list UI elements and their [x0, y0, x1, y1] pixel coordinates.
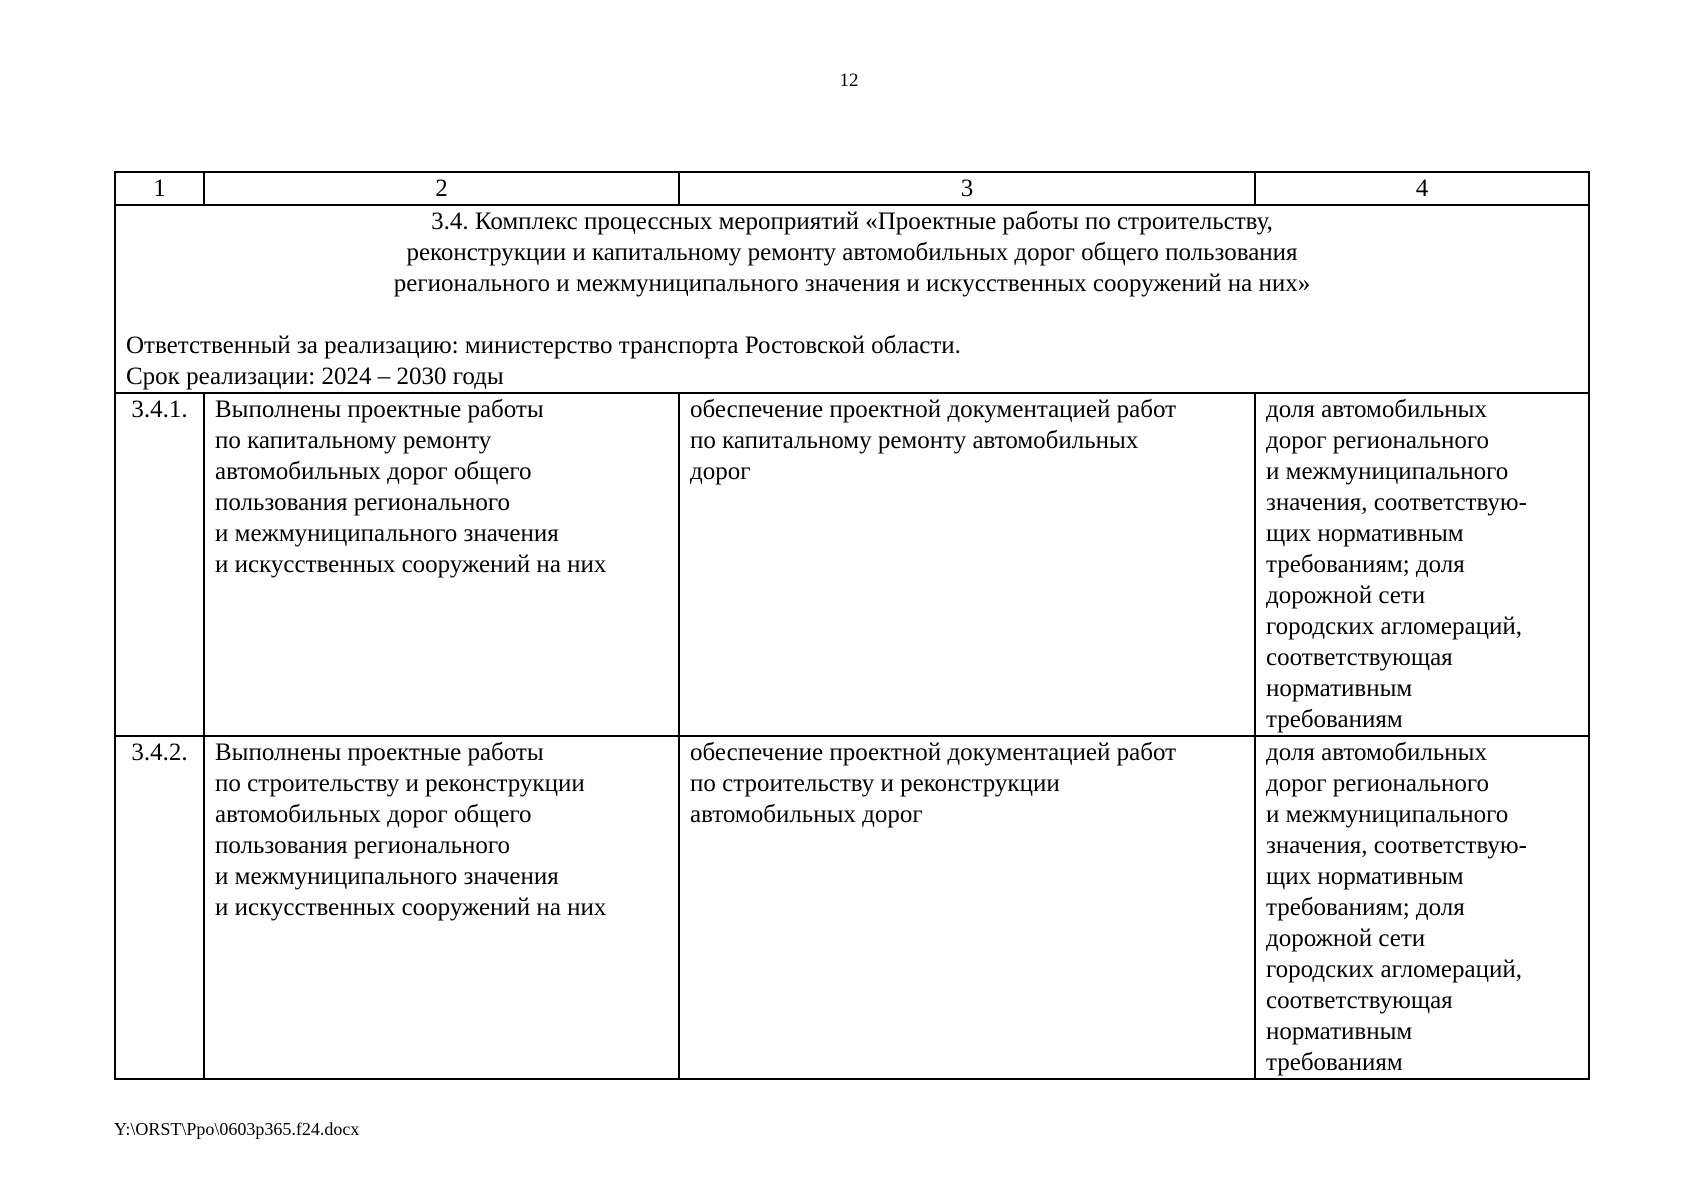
cell-line: значения, соответствую- — [1266, 832, 1527, 859]
cell-line: автомобильных дорог общего — [215, 458, 532, 485]
cell-line: по капитальному ремонту автомобильных — [690, 427, 1139, 454]
cell-line: требованиям; доля — [1266, 894, 1465, 921]
section-cell — [115, 205, 1589, 393]
cell-line: дорожной сети — [1266, 582, 1426, 609]
row-number: 3.4.1. — [115, 393, 204, 736]
section-title-line: 3.4. Комплекс процессных мероприятий «Проектные работы по строительству, — [431, 208, 1273, 235]
cell-line: требованиям — [1266, 1049, 1403, 1076]
column-number-4: 4 — [1255, 172, 1589, 205]
column-number-2: 2 — [204, 172, 679, 205]
section-title — [126, 206, 1578, 299]
cell-line: и межмуниципального значения — [215, 863, 559, 890]
cell-line: щих нормативным — [1266, 863, 1464, 890]
cell-line: обеспечение проектной документацией работ — [690, 739, 1177, 766]
column-numbers-row — [115, 172, 1589, 205]
section-title-line: реконструкции и капитальному ремонту автомобильных дорог общего пользования — [406, 239, 1298, 266]
cell-line: значения, соответствую- — [1266, 489, 1527, 516]
cell-line: соответствующая — [1266, 987, 1453, 1014]
cell-line: нормативным — [1266, 675, 1413, 702]
cell-line: требованиям; доля — [1266, 551, 1465, 578]
cell-line: и искусственных сооружений на них — [215, 551, 607, 578]
cell-line: по строительству и реконструкции — [215, 770, 585, 797]
cell-line: автомобильных дорог — [690, 801, 923, 828]
row-number: 3.4.2. — [115, 736, 204, 1079]
cell-line: требованиям — [1266, 706, 1403, 733]
cell-line: пользования регионального — [215, 832, 511, 859]
cell-line: доля автомобильных — [1266, 396, 1487, 423]
cell-line: соответствующая — [1266, 644, 1453, 671]
result-cell — [204, 393, 679, 736]
indicator-cell — [1255, 393, 1589, 736]
responsible-text: Ответственный за реализацию: министерство транспорта Ростовской области. — [126, 332, 961, 359]
cell-line: пользования регионального — [215, 489, 511, 516]
column-number-3: 3 — [679, 172, 1255, 205]
cell-line: дорог регионального — [1266, 770, 1490, 797]
cell-line: дорожной сети — [1266, 925, 1426, 952]
cell-line: по строительству и реконструкции — [690, 770, 1060, 797]
cell-line: нормативным — [1266, 1018, 1413, 1045]
indicator-cell — [1255, 736, 1589, 1079]
cell-line: городских агломераций, — [1266, 613, 1522, 640]
section-row — [115, 205, 1589, 393]
section-title-line: регионального и межмуниципального значения и искусственных сооружений на них» — [393, 270, 1311, 297]
table-row — [115, 393, 1589, 736]
cell-line: и межмуниципального — [1266, 458, 1509, 485]
column-number-1: 1 — [115, 172, 204, 205]
cell-line: и межмуниципального значения — [215, 520, 559, 547]
page-number: 12 — [839, 70, 859, 91]
cell-line: и искусственных сооружений на них — [215, 894, 607, 921]
deadline-text: Срок реализации: 2024 – 2030 годы — [126, 363, 504, 390]
cell-line: дорог регионального — [1266, 427, 1490, 454]
cell-line: щих нормативным — [1266, 520, 1464, 547]
description-cell — [679, 393, 1255, 736]
cell-line: обеспечение проектной документацией работ — [690, 396, 1177, 423]
file-path-footer: Y:\ORST\Ppo\0603p365.f24.docx — [114, 1119, 360, 1139]
cell-line: Выполнены проектные работы — [215, 739, 544, 766]
cell-line: Выполнены проектные работы — [215, 396, 544, 423]
result-cell — [204, 736, 679, 1079]
cell-line: и межмуниципального — [1266, 801, 1509, 828]
cell-line: дорог — [690, 458, 751, 485]
table-row — [115, 736, 1589, 1079]
description-cell — [679, 736, 1255, 1079]
cell-line: городских агломераций, — [1266, 956, 1522, 983]
cell-line: по капитальному ремонту — [215, 427, 492, 454]
measures-table — [114, 171, 1590, 1080]
cell-line: автомобильных дорог общего — [215, 801, 532, 828]
cell-line: доля автомобильных — [1266, 739, 1487, 766]
